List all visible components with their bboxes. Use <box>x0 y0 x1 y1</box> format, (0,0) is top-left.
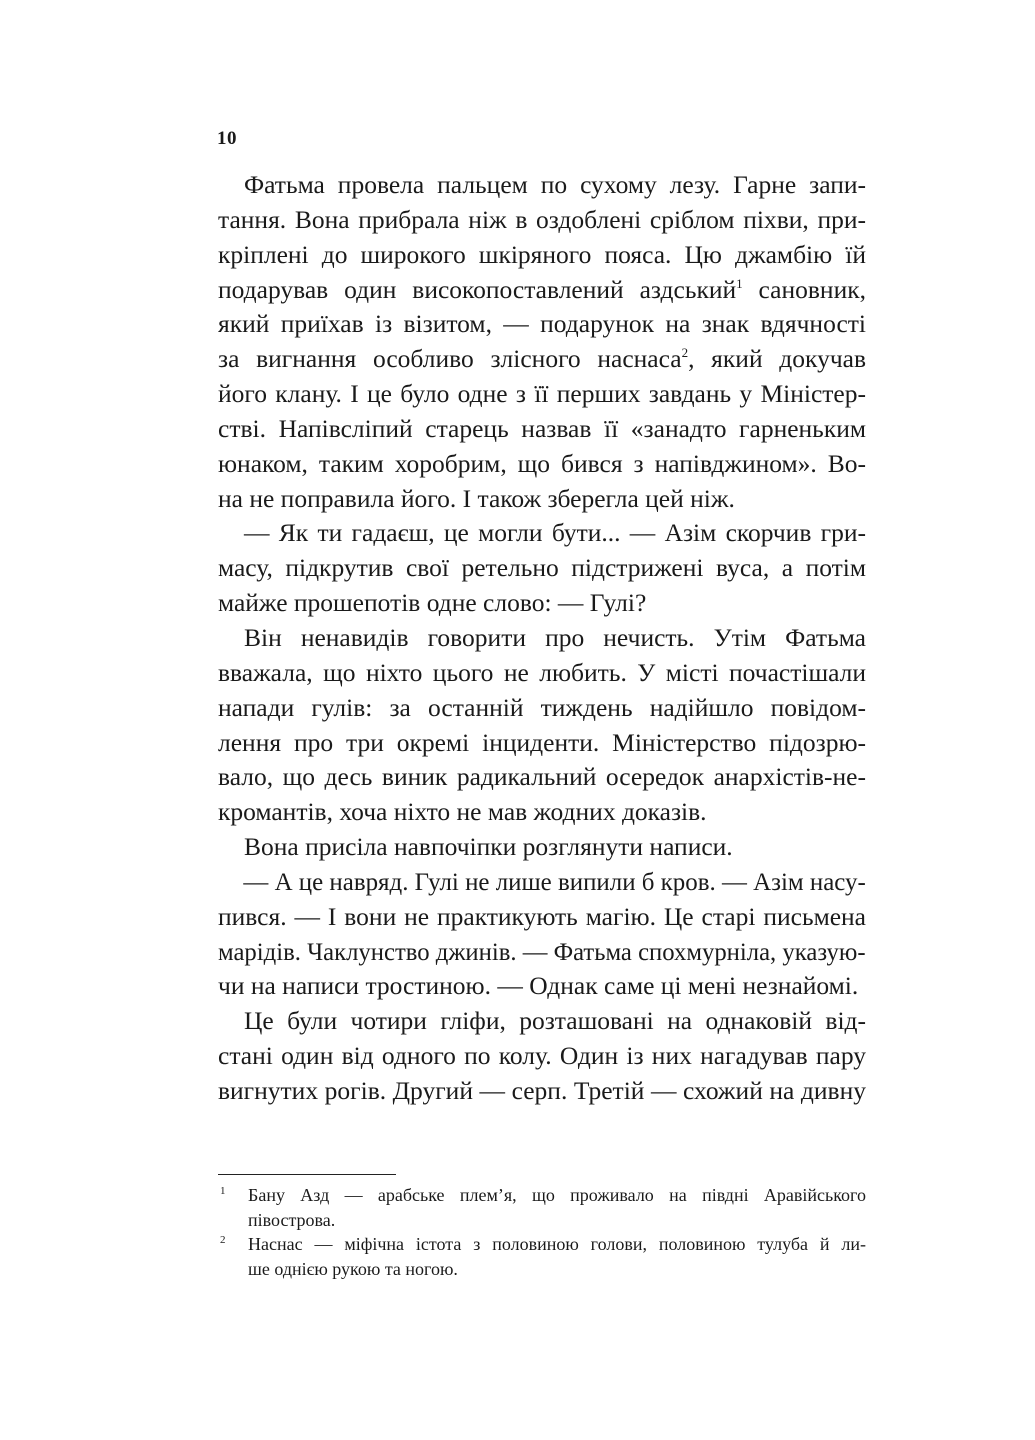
text-segment: , який докучав <box>688 344 866 374</box>
footnote-text: півострова. <box>248 1209 336 1230</box>
footnote-line <box>218 1257 866 1282</box>
body-text <box>218 168 866 1109</box>
text-line: його клану. І це було одне з її перших завдань у Міністер- <box>218 379 866 409</box>
footnote-text: Наснас — міфічна істота з половиною голови, половиною тулуба й ли- <box>248 1234 866 1254</box>
text-segment: подарував один високопоставлений аздський <box>218 274 737 304</box>
text-line: юнаком, таким хоробрим, що бився з напівджином». Во- <box>218 448 866 478</box>
text-line: марідів. Чаклунство джинів. — Фатьма спохмурніла, указую- <box>218 936 866 966</box>
text-line: лення про три окремі інциденти. Міністерство підозрю- <box>218 727 866 757</box>
text-line: Це були чотири гліфи, розташовані на однаковій від- <box>244 1006 866 1036</box>
text-line: вало, що десь виник радикальний осередок анархістів-не- <box>218 762 866 792</box>
text-line: кріплені до широкого шкіряного пояса. Цю джамбію їй <box>218 239 866 269</box>
text-line: тання. Вона прибрала ніж в оздоблені сріблом піхви, при- <box>218 204 866 234</box>
text-line <box>218 273 866 308</box>
footnote-line <box>218 1208 866 1233</box>
text-line: стві. Напівсліпий старець назвав її «занадто гарненьким <box>218 413 866 443</box>
text-line: — А це навряд. Гулі не лише випили б кров. — Азім насу- <box>243 866 866 896</box>
footnote-line <box>218 1232 866 1257</box>
text-line: чи на написи тростиною. — Однак саме ці мені незнайомі. <box>218 971 859 1001</box>
text-line: майже прошепотів одне слово: — Гулі? <box>218 588 647 618</box>
text-line: масу, підкрутив свої ретельно підстрижені вуса, а потім <box>218 553 866 583</box>
text-line: Фатьма провела пальцем по сухому лезу. Гарне запи- <box>244 170 866 199</box>
text-line: вигнутих рогів. Другий — серп. Третій — схожий на дивну <box>218 1075 866 1105</box>
text-line: який приїхав із візитом, — подарунок на знак вдячності <box>218 309 866 339</box>
footnote-reference[interactable]: 1 <box>736 275 743 291</box>
text-line: пився. — І вони не практикують магію. Це старі письмена <box>218 901 866 931</box>
footnote-line <box>218 1183 866 1208</box>
footnote-marker: 1 <box>220 1185 226 1197</box>
text-line: Він ненавидів говорити про нечисть. Утім Фатьма <box>244 622 866 652</box>
footnote-reference[interactable]: 2 <box>681 345 689 361</box>
text-line: — Як ти гадаєш, це могли бути... — Азім скорчив гри- <box>244 518 866 548</box>
text-line <box>218 342 866 377</box>
text-line: Вона присіла навпочіпки розглянути написи. <box>244 832 733 862</box>
footnotes <box>218 1183 866 1281</box>
page-number: 10 <box>217 128 237 149</box>
footnote-text: Бану Азд — арабське плем’я, що проживало на півдні Аравійського <box>248 1185 866 1205</box>
footnote-separator <box>218 1174 396 1175</box>
text-line: на не поправила його. І також зберегла цей ніж. <box>218 483 735 513</box>
text-segment: за вигнання особливо злісного наснаса <box>218 344 682 374</box>
footnote-text: ше однією рукою та ногою. <box>248 1258 458 1279</box>
footnote-marker: 2 <box>220 1234 226 1246</box>
text-line: вважала, що ніхто цього не любить. У місті почастішали <box>218 657 866 687</box>
text-line: стані один від одного по колу. Один із них нагадував пару <box>218 1041 866 1071</box>
text-line: кромантів, хоча ніхто не мав жодних доказів. <box>218 797 707 827</box>
text-line: напади гулів: за останній тиждень надійшло повідом- <box>218 692 866 722</box>
text-segment: сановник, <box>742 274 866 304</box>
